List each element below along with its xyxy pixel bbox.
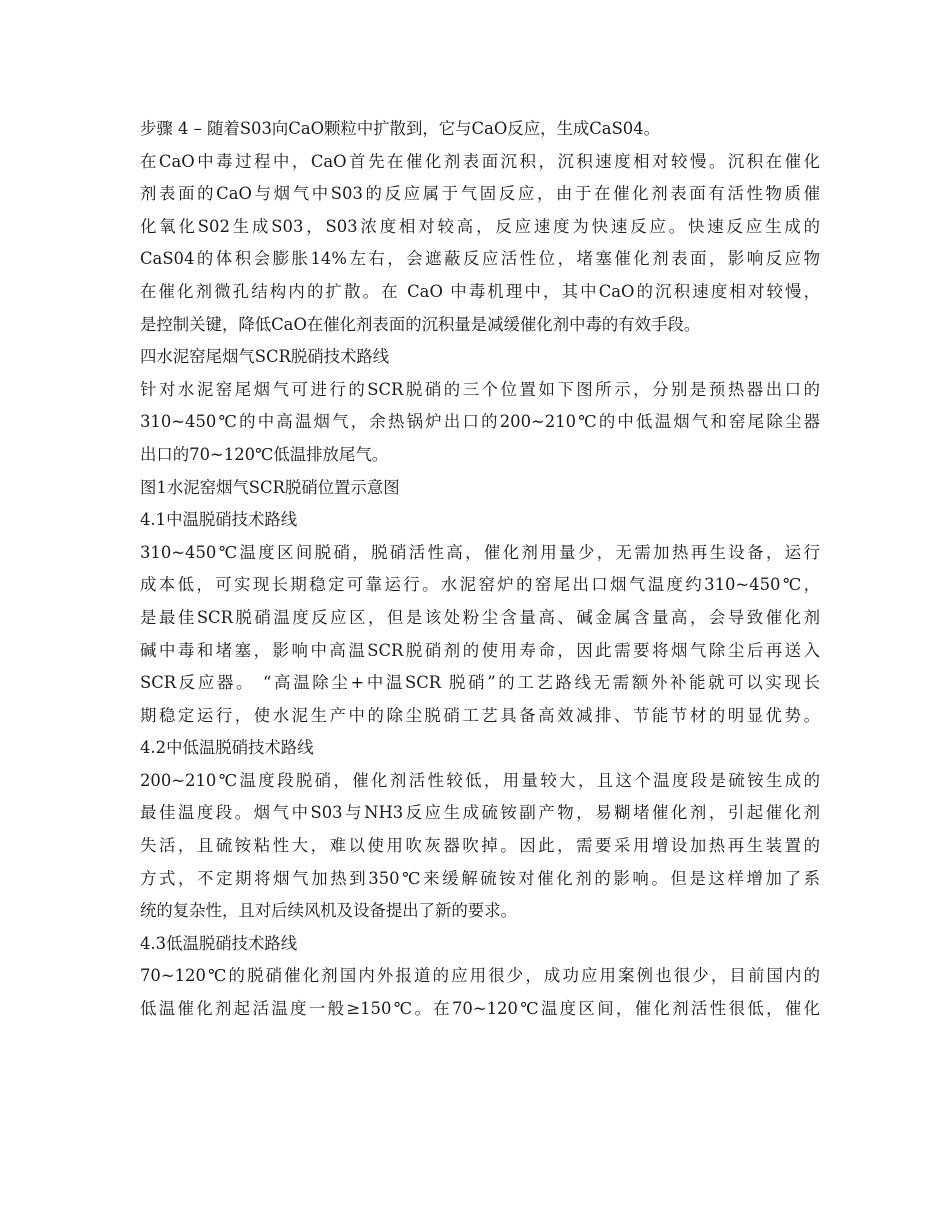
- text-line: 成本低，可实现长期稳定可靠运行。水泥窑炉的窑尾出口烟气温度约310~450℃，: [140, 575, 820, 595]
- text-line: 310~450℃的中高温烟气，余热锅炉出口的200~210℃的中低温烟气和窑尾除尘器: [140, 412, 820, 432]
- text-line: 图1水泥窑烟气SCR脱硝位置示意图: [140, 477, 400, 497]
- text-line: 化氧化S02生成S03，S03浓度相对较高，反应速度为快速反应。快速反应生成的: [140, 216, 820, 236]
- text-line: 4.1中温脱硝技术路线: [140, 510, 298, 530]
- document-body: [140, 113, 820, 1026]
- text-line: 70~120℃的脱硝催化剂国内外报道的应用很少，成功应用案例也很少，目前国内的: [140, 966, 820, 986]
- text-line: 低温催化剂起活温度一般≥150℃。在70~120℃温度区间，催化剂活性很低，催化: [140, 999, 820, 1019]
- text-line: CaS04的体积会膨胀14%左右，会遮蔽反应活性位，堵塞催化剂表面，影响反应物: [140, 249, 820, 269]
- text-line: 期稳定运行，使水泥生产中的除尘脱硝工艺具备高效减排、节能节材的明显优势。: [140, 705, 820, 725]
- text-line: 是控制关键，降低CaO在催化剂表面的沉积量是减缓催化剂中毒的有效手段。: [140, 314, 701, 334]
- text-line: 四水泥窑尾烟气SCR脱硝技术路线: [140, 347, 390, 367]
- text-block: [140, 113, 820, 1026]
- text-line: 统的复杂性，且对后续风机及设备提出了新的要求。: [140, 901, 517, 921]
- text-line: 步骤 4 – 随着S03向CaO颗粒中扩散到，它与CaO反应，生成CaS04。: [140, 119, 661, 138]
- text-line: 剂表面的CaO与烟气中S03的反应属于气固反应，由于在催化剂表面有活性物质催: [140, 184, 820, 204]
- text-line: 方式，不定期将烟气加热到350℃来缓解硫铵对催化剂的影响。但是这样增加了系: [140, 868, 820, 888]
- text-line: 310~450℃温度区间脱硝，脱硝活性高，催化剂用量少，无需加热再生设备，运行: [140, 542, 820, 562]
- text-line: 4.3低温脱硝技术路线: [140, 933, 298, 953]
- text-line: 是最佳SCR脱硝温度反应区，但是该处粉尘含量高、碱金属含量高，会导致催化剂: [140, 607, 820, 627]
- text-line: 针对水泥窑尾烟气可进行的SCR脱硝的三个位置如下图所示，分别是预热器出口的: [140, 379, 820, 399]
- text-line: 在催化剂微孔结构内的扩散。在 CaO 中毒机理中，其中CaO的沉积速度相对较慢，: [140, 281, 820, 301]
- text-line: 失活，且硫铵粘性大，难以使用吹灰器吹掉。因此，需要采用增设加热再生装置的: [140, 836, 820, 856]
- text-line: 200~210℃温度段脱硝，催化剂活性较低，用量较大，且这个温度段是硫铵生成的: [140, 770, 820, 790]
- text-line: 碱中毒和堵塞，影响中高温SCR脱硝剂的使用寿命，因此需要将烟气除尘后再送入: [140, 640, 820, 660]
- text-line: 4.2中低温脱硝技术路线: [140, 738, 314, 758]
- text-line: 出口的70~120℃低温排放尾气。: [140, 444, 389, 464]
- text-line: 在CaO中毒过程中，CaO首先在催化剂表面沉积，沉积速度相对较慢。沉积在催化: [140, 151, 820, 171]
- text-line: SCR反应器。 “高温除尘+中温SCR 脱硝”的工艺路线无需额外补能就可以实现长: [140, 673, 820, 693]
- text-line: 最佳温度段。烟气中S03与NH3反应生成硫铵副产物，易糊堵催化剂，引起催化剂: [140, 803, 820, 823]
